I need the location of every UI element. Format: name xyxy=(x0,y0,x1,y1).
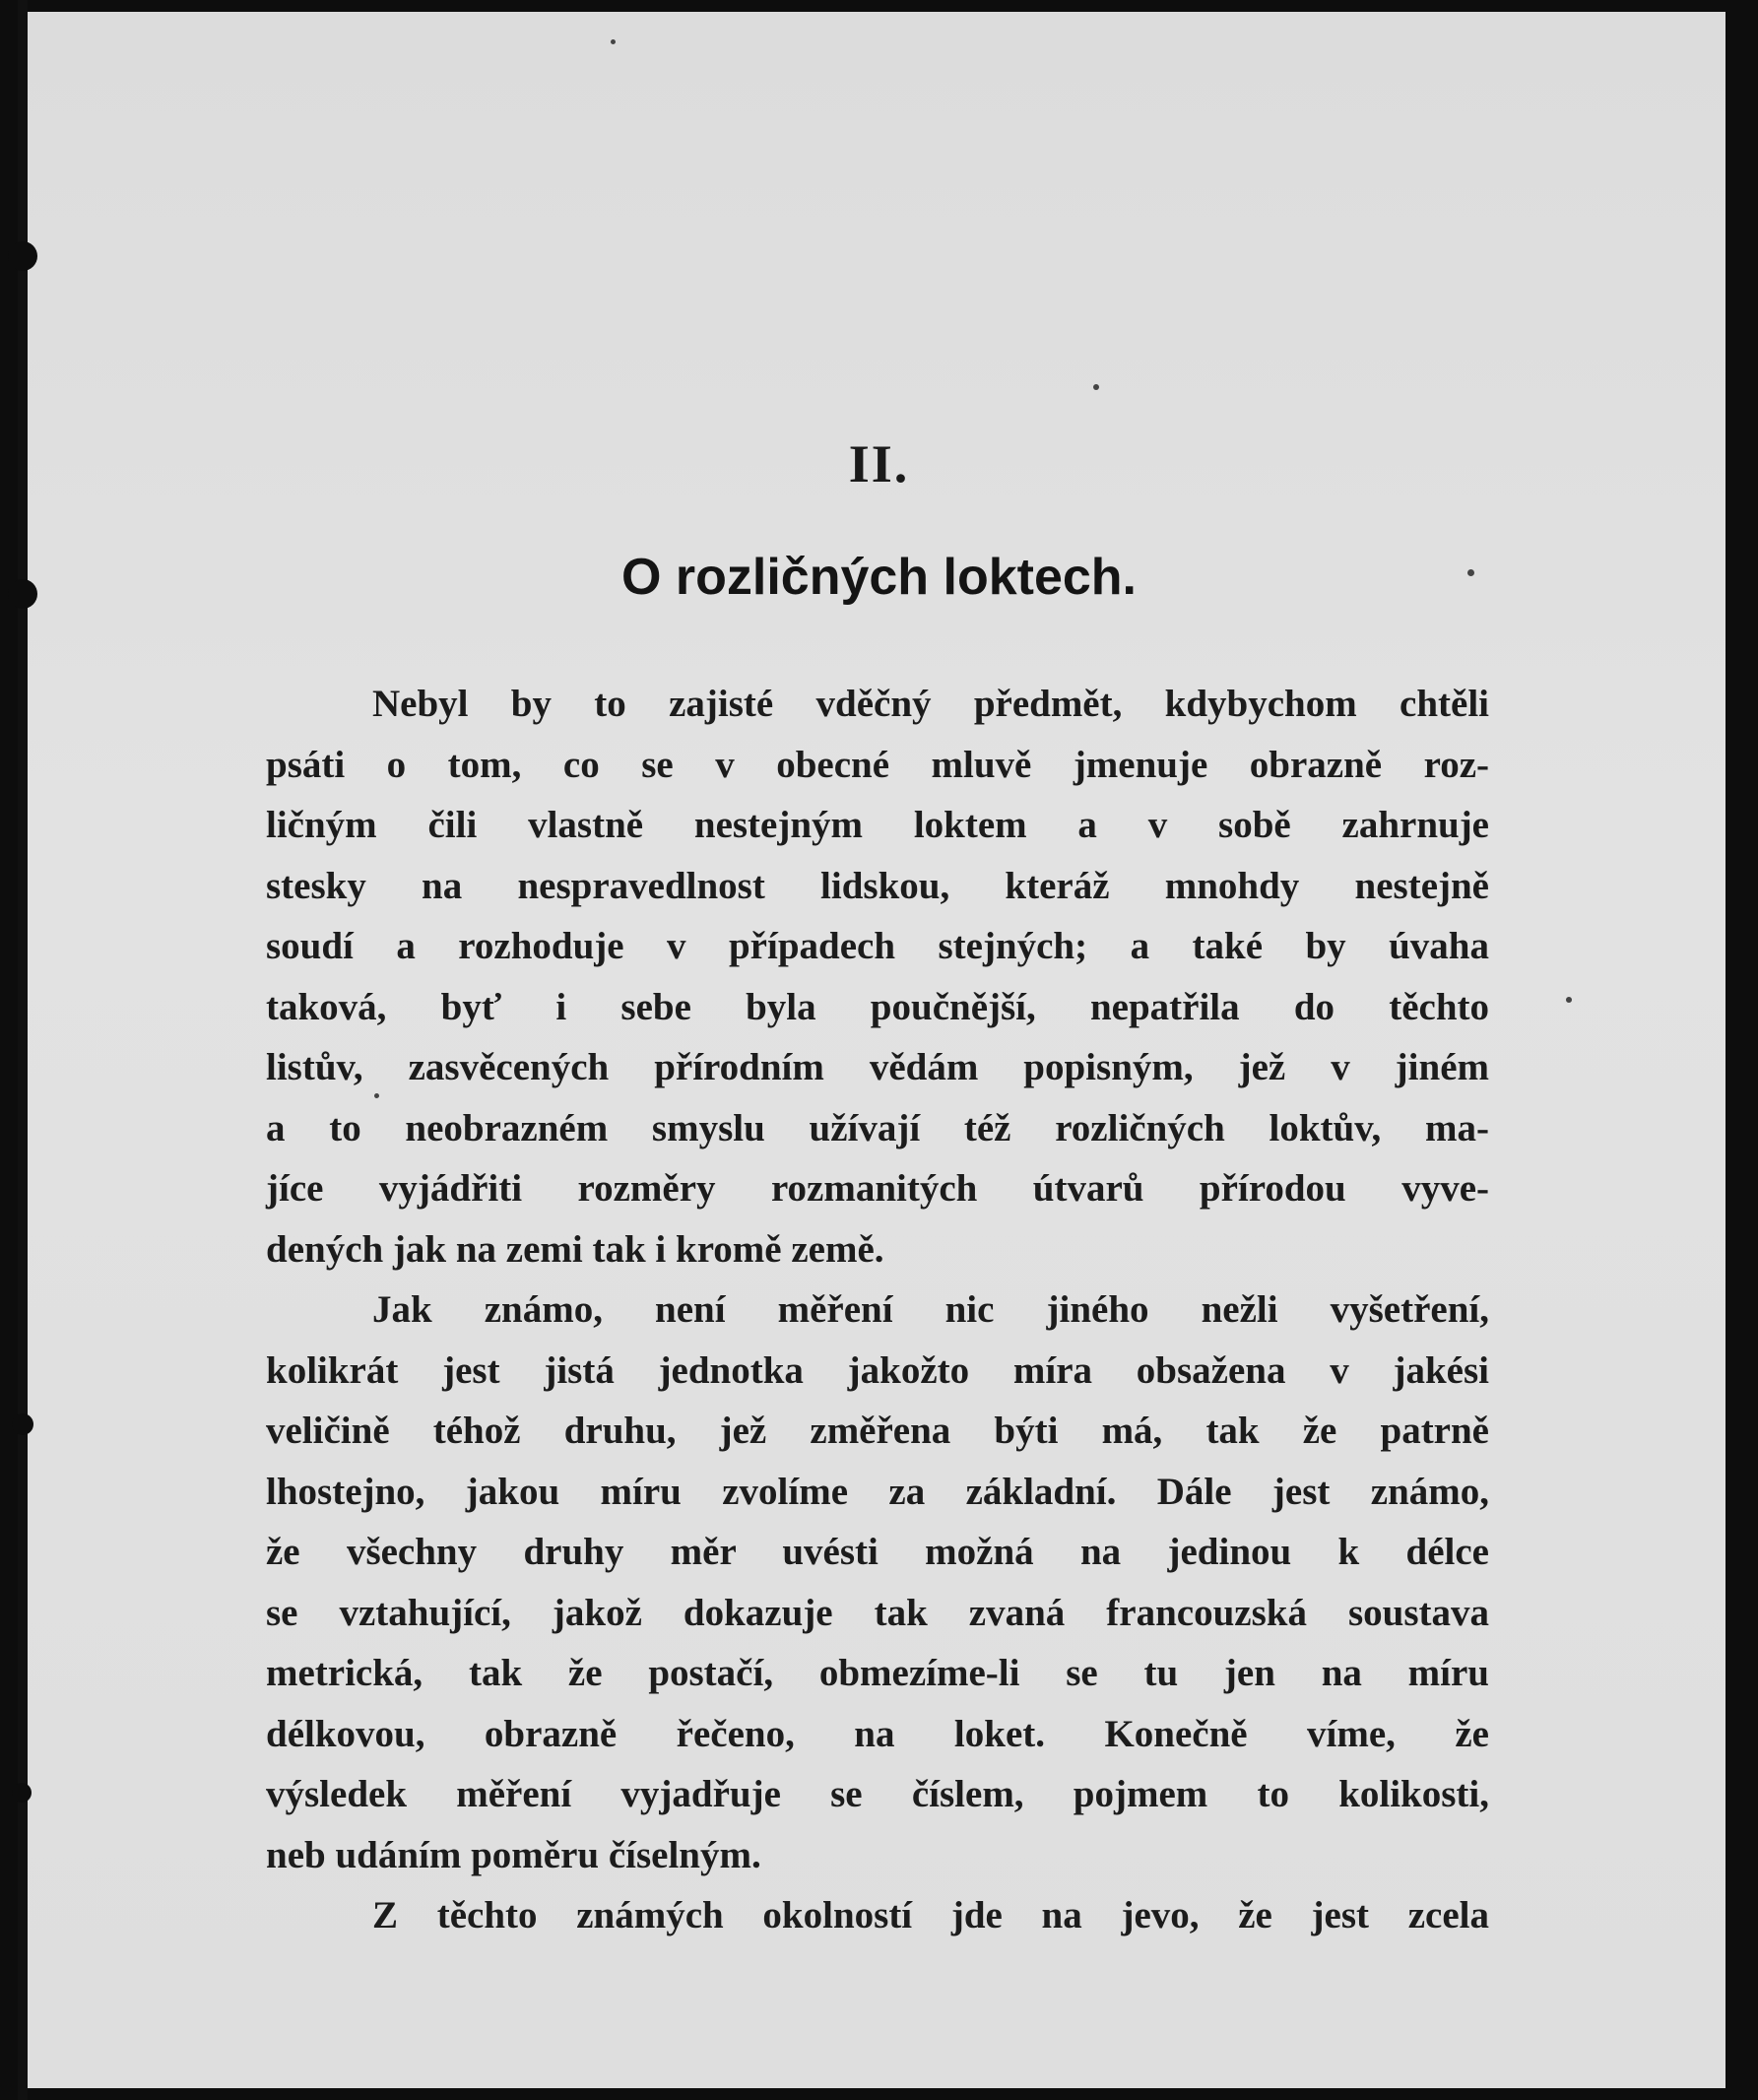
text-line: metrická, tak že postačí, obmezíme-li se tu jen na míru xyxy=(266,1652,1489,1694)
text-line: lhostejno, jakou míru zvolíme za základní. Dále jest známo, xyxy=(266,1470,1489,1513)
binding-mark xyxy=(12,1783,32,1803)
text-line: Jak známo, není měření nic jiného nežli vyšetření, xyxy=(372,1288,1489,1331)
text-line: že všechny druhy měr uvésti možná na jedinou k délce xyxy=(266,1531,1489,1573)
chapter-number: II. xyxy=(848,434,910,493)
text-line: jíce vyjádřiti rozměry rozmanitých útvarů přírodou vyve- xyxy=(266,1167,1489,1210)
paragraph-2 xyxy=(266,1280,1489,1885)
paper-speck xyxy=(1566,997,1572,1003)
text-line: soudí a rozhoduje v případech stejných; a také by úvaha xyxy=(266,925,1489,967)
text-line: výsledek měření vyjadřuje se číslem, pojmem to kolikosti, xyxy=(266,1773,1489,1815)
text-line: ličným čili vlastně nestejným loktem a v sobě zahrnuje xyxy=(266,804,1489,846)
paragraph-3 xyxy=(266,1885,1489,1946)
text-line: Nebyl by to zajisté vděčný předmět, kdybychom chtěli xyxy=(372,683,1489,725)
text-line: se vztahující, jakož dokazuje tak zvaná francouzská soustava xyxy=(266,1591,1489,1634)
paper-speck xyxy=(611,39,616,44)
text-line: dených jak na zemi tak i kromě země. xyxy=(266,1227,884,1271)
text-line: listův, zasvěcených přírodním vědám popisným, jež v jiném xyxy=(266,1046,1489,1088)
text-line: kolikrát jest jistá jednotka jakožto míra obsažena v jakési xyxy=(266,1348,1489,1392)
text-line: stesky na nespravedlnost lidskou, kteráž mnohdy nestejně xyxy=(266,864,1489,907)
text-line: Z těchto známých okolností jde na jevo, že jest zcela xyxy=(372,1894,1489,1936)
text-line: taková, byť i sebe byla poučnější, nepatřila do těchto xyxy=(266,985,1489,1028)
text-line: a to neobrazném smyslu užívají též rozličných loktův, ma- xyxy=(266,1106,1489,1149)
text-line: veličině téhož druhu, jež změřena býti má, tak že patrně xyxy=(266,1410,1489,1452)
binding-mark xyxy=(8,241,37,271)
paragraph-1 xyxy=(266,674,1489,1280)
chapter-title: O rozličných loktech. xyxy=(620,549,1138,606)
text-line: neb udáním poměru číselným. xyxy=(266,1833,761,1876)
paper-speck xyxy=(1093,384,1099,390)
text-line: délkovou, obrazně řečeno, na loket. Konečně víme, že xyxy=(266,1712,1489,1755)
text-line: psáti o tom, co se v obecné mluvě jmenuje obrazně roz- xyxy=(266,743,1489,786)
binding-mark xyxy=(12,1413,33,1435)
body-text xyxy=(266,674,1489,1946)
